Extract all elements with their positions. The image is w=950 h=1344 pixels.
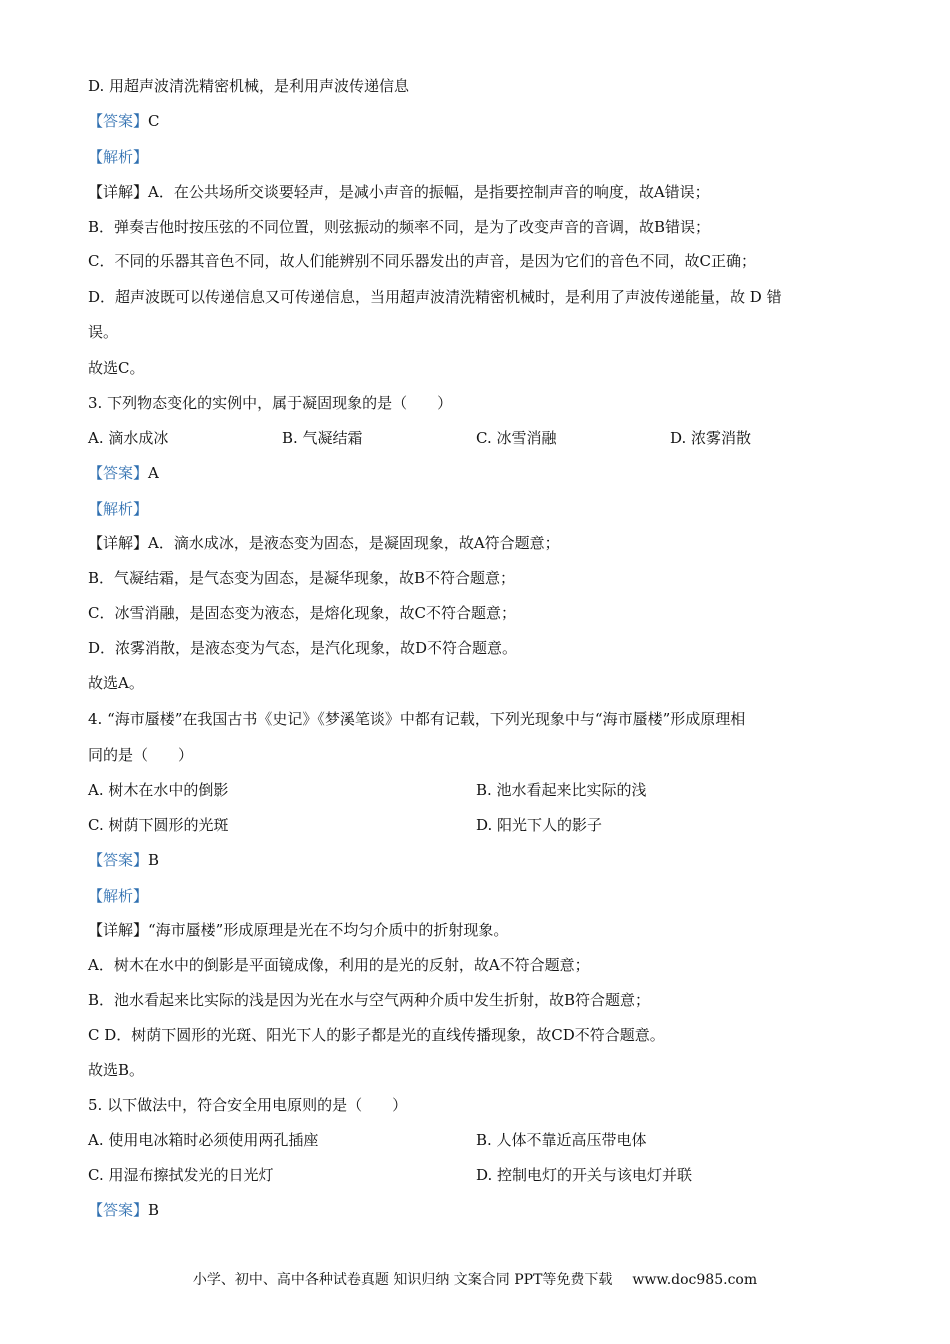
answer-value: B [148, 1201, 160, 1219]
q3-stem: 3. 下列物态变化的实例中，属于凝固现象的是（ ） [88, 394, 453, 412]
q5-answer [88, 1200, 159, 1220]
answer-tag: 【答案】 [88, 464, 149, 482]
answer-tag: 【答案】 [88, 851, 149, 869]
q2-detail-a: 【详解】A．在公共场所交谈要轻声，是减小声音的振幅，是指要控制声音的响度，故A错误； [88, 183, 710, 201]
footer-text: 小学、初中、高中各种试卷真题 知识归纳 文案合同 PPT等免费下载 [192, 1272, 613, 1288]
q4-option-b: B. 池水看起来比实际的浅 [476, 781, 647, 799]
q3-option-a: A. 滴水成冰 [88, 429, 169, 447]
q2-detail-d: D．超声波既可以传递信息又可传递信息，当用超声波清洗精密机械时，是利用了声波传递能量，故 D 错 [88, 288, 782, 306]
answer-tag: 【答案】 [88, 112, 149, 130]
q4-detail-cd: C D．树荫下圆形的光斑、阳光下人的影子都是光的直线传播现象，故CD不符合题意。 [88, 1026, 665, 1044]
q2-option-d: D. 用超声波清洗精密机械，是利用声波传递信息 [88, 77, 410, 95]
q4-answer [88, 850, 159, 870]
q3-detail-d: D．浓雾消散，是液态变为气态，是汽化现象，故D不符合题意。 [88, 639, 518, 657]
q3-detail-c: C．冰雪消融，是固态变为液态，是熔化现象，故C不符合题意； [88, 604, 516, 622]
q5-option-a: A. 使用电冰箱时必须使用两孔插座 [88, 1131, 319, 1149]
q3-detail-b: B．气凝结霜，是气态变为固态，是凝华现象，故B不符合题意； [88, 569, 516, 587]
q4-stem: 4. “海市蜃楼”在我国古书《史记》《梦溪笔谈》中都有记载，下列光现象中与“海市蜃楼”形成原理相 [88, 710, 746, 728]
q2-conclusion: 故选C。 [88, 359, 145, 377]
q2-detail-c: C．不同的乐器其音色不同，故人们能辨别不同乐器发出的声音，是因为它们的音色不同，故C正确； [88, 252, 756, 270]
answer-value: B [148, 851, 160, 869]
q5-option-c: C. 用湿布擦拭发光的日光灯 [88, 1166, 274, 1184]
q3-option-d: D. 浓雾消散 [670, 429, 752, 447]
q4-detail-intro: 【详解】“海市蜃楼”形成原理是光在不均匀介质中的折射现象。 [88, 921, 509, 939]
footer-url[interactable]: www.doc985.com [632, 1272, 758, 1288]
q3-conclusion: 故选A。 [88, 674, 144, 692]
q4-option-a: A. 树木在水中的倒影 [88, 781, 229, 799]
q3-option-c: C. 冰雪消融 [476, 429, 557, 447]
q2-answer [88, 111, 160, 131]
q4-option-d: D. 阳光下人的影子 [476, 816, 603, 834]
q3-answer [88, 463, 159, 483]
q4-analysis-tag: 【解析】 [88, 887, 149, 905]
answer-value: A [148, 464, 159, 482]
q5-stem: 5. 以下做法中，符合安全用电原则的是（ ） [88, 1096, 408, 1114]
q4-detail-b: B．池水看起来比实际的浅是因为光在水与空气两种介质中发生折射，故B符合题意； [88, 991, 651, 1009]
q2-detail-d-cont: 误。 [88, 323, 119, 341]
q4-conclusion: 故选B。 [88, 1061, 145, 1079]
q2-detail-b: B．弹奏吉他时按压弦的不同位置，则弦振动的频率不同，是为了改变声音的音调，故B错误； [88, 218, 711, 236]
q4-stem-cont: 同的是（ ） [88, 746, 194, 764]
answer-tag: 【答案】 [88, 1201, 149, 1219]
q5-option-d: D. 控制电灯的开关与该电灯并联 [476, 1166, 693, 1184]
q3-detail-a: 【详解】A．滴水成冰，是液态变为固态，是凝固现象，故A符合题意； [88, 534, 560, 552]
q4-detail-a: A．树木在水中的倒影是平面镜成像，利用的是光的反射，故A不符合题意； [88, 956, 590, 974]
q2-analysis-tag: 【解析】 [88, 148, 149, 166]
q3-option-b: B. 气凝结霜 [282, 429, 363, 447]
q4-option-c: C. 树荫下圆形的光斑 [88, 816, 229, 834]
page-footer [0, 1270, 950, 1290]
answer-value: C [148, 112, 160, 130]
q3-analysis-tag: 【解析】 [88, 500, 149, 518]
q5-option-b: B. 人体不靠近高压带电体 [476, 1131, 647, 1149]
